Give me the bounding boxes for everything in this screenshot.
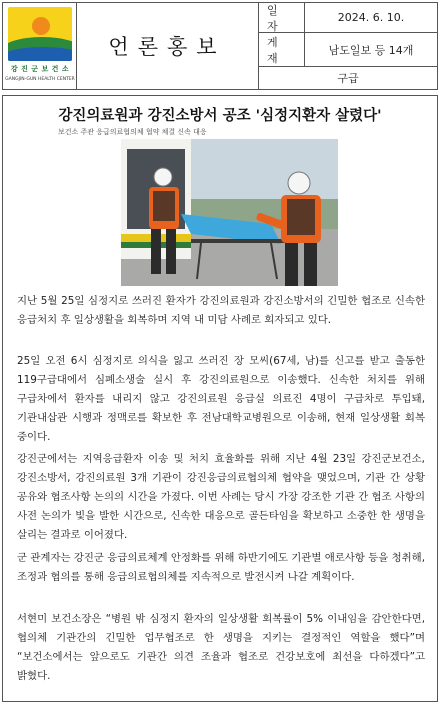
- title-cell: [77, 3, 259, 89]
- date-value: 2024. 6. 10.: [337, 11, 405, 24]
- date-label: 일자: [259, 3, 305, 32]
- info-row-department: [259, 67, 437, 89]
- publication-label: 게재: [259, 33, 305, 66]
- article-headline: 강진의료원과 강진소방서 공조 '심정지환자 살렸다': [58, 108, 382, 124]
- info-row-publication: [259, 33, 437, 67]
- header-table: [2, 2, 438, 90]
- department-value: 구급: [337, 72, 359, 85]
- info-table: [259, 3, 437, 89]
- logo-cell: [3, 3, 77, 89]
- article-paragraph: 강진군에서는 지역응급환자 이송 및 처치 효율화를 위해 지난 4월 23일 강진군보건소, 강진소방서, 강진의료원 3개 기관이 강진응급의료협의체 협약을 맺었으며, 기관 간 상황 공유와 협조사항 논의의 시간을 가졌다. 이번 사례는 당시 가장 강조한 기관 간 협조 사항의 사전 논의가 빛을 발한 시간으로, 신속한 대응으로 골든타임을 확보하고 소중한 한 생명을 살리는 결과로 이어졌다.: [17, 453, 425, 541]
- rescue-scene-illustration: [121, 139, 338, 286]
- article-subheadline: 보건소 주관 응급의료협의체 협약 체결 신속 대응: [58, 128, 207, 136]
- article-paragraph: 서현미 보건소장은 “병원 밖 심정지 환자의 일상생활 회복률이 5% 이내임을 감안한다면, 협의체 기관간의 긴밀한 업무협조로 한 생명을 지키는 결정적인 역할을 했다”며 “보건소에서는 앞으로도 기관간 의견 조율과 협조로 건강보호에 최선을 다하겠다”고 밝혔다.: [17, 613, 425, 682]
- logo-name: 강 진 군 보 건 소: [10, 65, 70, 73]
- logo-subtitle: GANGJIN-GUN HEALTH CENTER: [5, 77, 75, 82]
- article-paragraph: 지난 5월 25일 심정지로 쓰러진 환자가 강진의료원과 강진소방서의 긴밀한 협조로 신속한 응급처치 후 일상생활을 회복하며 지역 내 미담 사례로 회자되고 있다.: [17, 295, 425, 326]
- publication-value: 남도일보 등 14개: [328, 43, 414, 57]
- info-row-date: [259, 3, 437, 33]
- article-photo: [121, 139, 338, 286]
- article-paragraph: 25일 오전 6시 심정지로 의식을 잃고 쓰러진 장 모씨(67세, 남)를 신고를 받고 출동한 119구급대에서 심폐소생술 실시 후 강진의료원으로 이송했다. 신속한 처치를 위해 구급차에서 환자를 내리지 않고 강진의료원 응급실 의료진 4명이 구급차로 투입돼, 기관내삽관 시행과 정맥로를 확보한 후 전남대학교병원으로 이송해, 현재 일상생활 회복 중이다.: [17, 355, 425, 443]
- page-title: 언론홍보: [108, 35, 226, 59]
- health-center-logo-icon: [8, 7, 72, 61]
- article-box: [2, 95, 438, 702]
- article-paragraph: 군 관계자는 강진군 응급의료체계 안정화를 위해 하반기에도 기관별 애로사항 등을 청취해, 조정과 협의를 통해 응급의료협의체를 지속적으로 발전시켜 나갈 계획이다.: [17, 552, 425, 583]
